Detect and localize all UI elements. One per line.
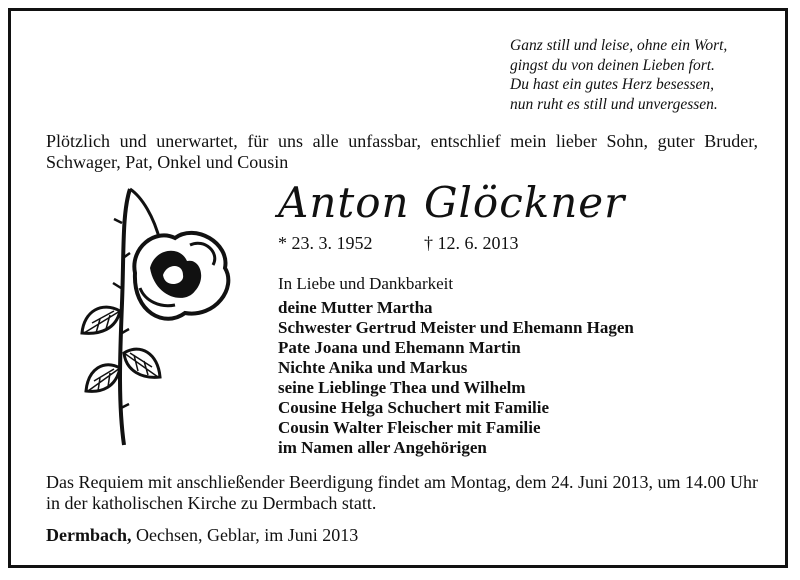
- place-rest: Oechsen, Geblar, im Juni 2013: [131, 525, 359, 545]
- intro-text: Plötzlich und unerwartet, für uns alle unfassbar, entschlief mein lieber Sohn, guter Bruder, Schwager, Pat, Onkel und Cousin: [46, 131, 758, 172]
- mourner-line: Cousin Walter Fleischer mit Familie: [278, 418, 541, 437]
- place-date-line: [46, 525, 358, 546]
- mourner-line: im Namen aller Angehörigen: [278, 438, 487, 457]
- place-town: Dermbach,: [46, 525, 132, 545]
- mourner-line: Pate Joana und Ehemann Martin: [278, 338, 521, 357]
- mourner-line: Cousine Helga Schuchert mit Familie: [278, 398, 550, 417]
- mourner-line: Nichte Anika und Markus: [278, 358, 468, 377]
- birth-date: * 23. 3. 1952: [278, 233, 373, 253]
- poem-line: Ganz still und leise, ohne ein Wort,: [510, 37, 728, 54]
- poem-line: nun ruht es still und unvergessen.: [510, 95, 718, 113]
- life-dates: [278, 233, 519, 254]
- poem-line: gingst du von deinen Lieben fort.: [510, 56, 715, 74]
- death-date: † 12. 6. 2013: [424, 233, 519, 253]
- poem-line: Du hast ein gutes Herz besessen,: [510, 76, 715, 93]
- requiem-text: Das Requiem mit anschließender Beerdigung findet am Montag, dem 24. Juni 2013, um 14.00 Uhr in der katholischen Kirche zu Dermbach statt.: [46, 472, 758, 513]
- poem: [510, 36, 780, 114]
- mourner-line: Schwester Gertrud Meister und Ehemann Hagen: [278, 318, 634, 337]
- wilted-rose-icon: [80, 183, 240, 453]
- love-line: In Liebe und Dankbarkeit: [278, 274, 454, 293]
- mourners-list: [278, 298, 634, 458]
- mourner-line: seine Lieblinge Thea und Wilhelm: [278, 378, 526, 397]
- mourner-line: deine Mutter Martha: [278, 298, 433, 317]
- deceased-name: Anton Glöckner: [278, 178, 626, 227]
